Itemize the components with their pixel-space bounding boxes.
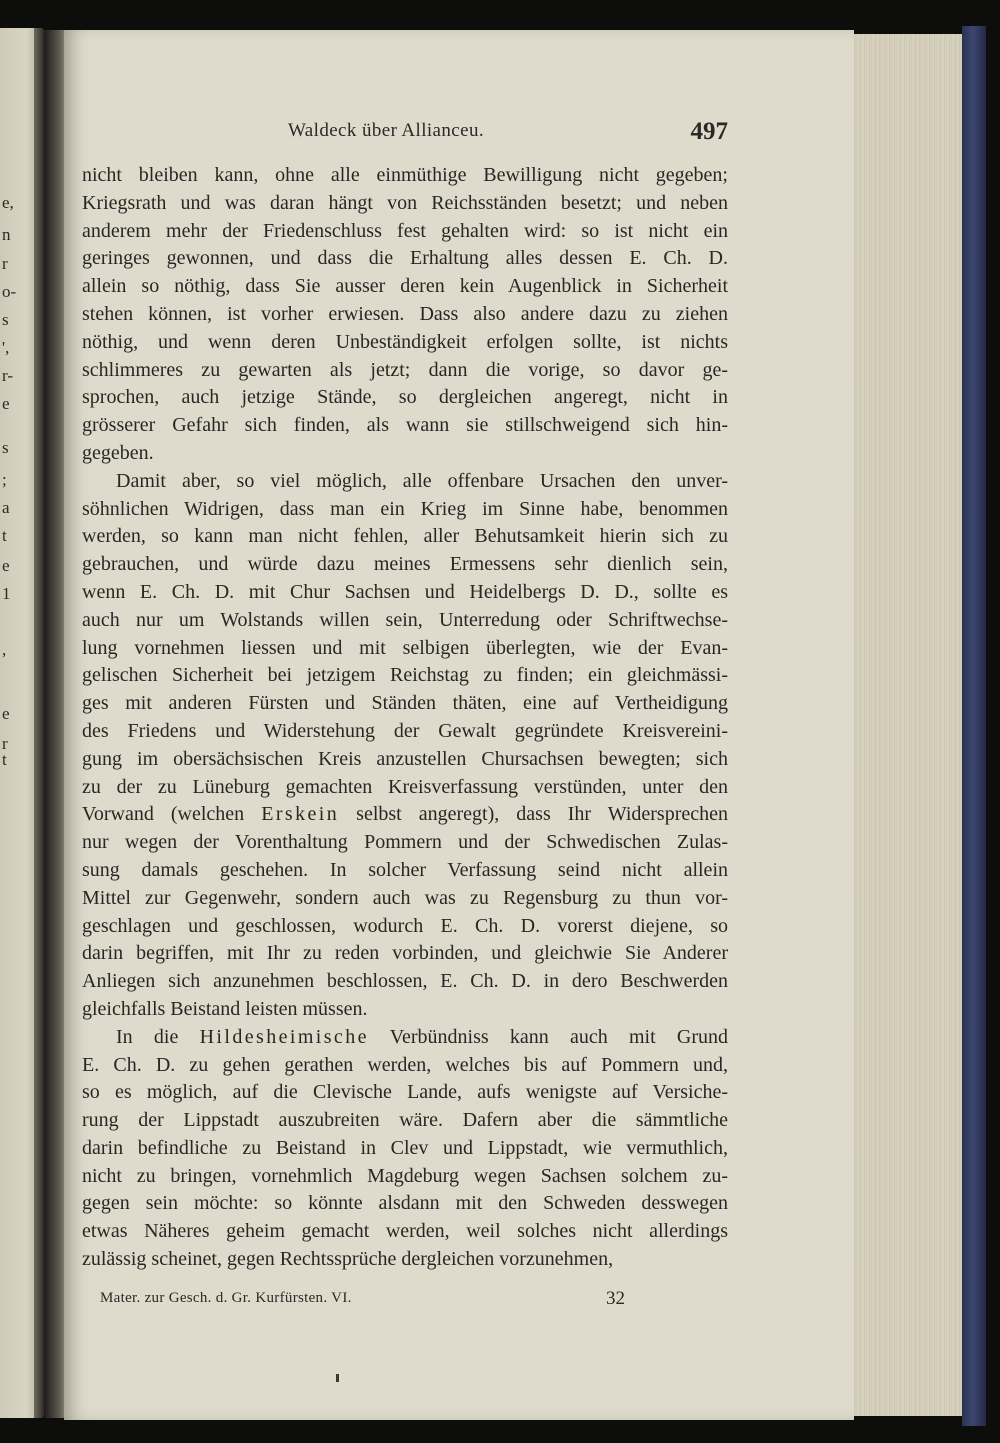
text-line: darin begriffen, mit Ihr zu reden vorbinden, und gleichwie Sie Anderer: [82, 942, 728, 965]
facing-page-fragment: r-: [2, 366, 13, 385]
facing-page-fragment: e,: [2, 193, 14, 212]
text-line: E. Ch. D. zu gehen gerathen werden, welches bis auf Pommern und,: [82, 1053, 728, 1076]
text-line: werden, so kann man nicht fehlen, aller Behutsamkeit hierin sich zu: [82, 525, 728, 548]
text-line: söhnlichen Widrigen, dass man ein Krieg im Sinne habe, benommen: [82, 497, 728, 520]
text-line: ges mit anderen Fürsten und Ständen thäten, eine auf Vertheidigung: [82, 692, 728, 715]
emphasized-name: Hildesheimische: [199, 1025, 369, 1048]
text-line: gebrauchen, und würde dazu meines Ermessens sehr dienlich sein,: [82, 553, 728, 576]
text-line: grösserer Gefahr sich finden, als wann sie stillschweigend sich hin-: [82, 414, 728, 437]
facing-page-fragment: s: [2, 438, 9, 457]
text-line: geschlagen und geschlossen, wodurch E. Ch. D. vorerst diejene, so: [82, 914, 728, 937]
text-line: rung der Lippstadt auszubreiten wäre. Dafern aber die sämmtliche: [82, 1109, 728, 1132]
page-number: 497: [690, 118, 728, 145]
page-header: [288, 118, 728, 148]
paper-speck: [336, 1374, 339, 1382]
running-title: Waldeck über Allianceu.: [288, 120, 485, 141]
facing-page-fragment: r: [2, 254, 8, 273]
text-line: so es möglich, auf die Clevische Lande, aufs wenigste auf Versiche-: [82, 1081, 728, 1104]
facing-page-fragment: ',: [2, 338, 10, 357]
facing-page-text-fragments: [0, 28, 34, 1418]
text-line: schlimmeres zu gewarten als jetzt; dann die vorige, so davor ge-: [82, 358, 728, 381]
text-line: nicht bleiben kann, ohne alle einmüthige Bewilligung nicht gegeben;: [82, 164, 728, 186]
text-line: Vorwand (welchen Erskein selbst angeregt), dass Ihr Widersprechen: [82, 803, 729, 826]
facing-page-fragment: n: [2, 225, 11, 244]
facing-page-fragment: e: [2, 394, 10, 413]
text-line: In die Hildesheimische Verbündniss kann auch mit Grund: [116, 1025, 729, 1048]
text-line: Damit aber, so viel möglich, alle offenbare Ursachen den unver-: [116, 469, 728, 492]
book-gutter: [44, 30, 66, 1418]
text-line: zulässig scheinet, gegen Rechtssprüche dergleichen vorzunehmen,: [82, 1248, 614, 1271]
facing-page-fragment: ;: [2, 470, 7, 489]
body-text: [82, 162, 728, 1274]
facing-page-fragment: e: [2, 704, 10, 723]
text-line: gegeben.: [82, 441, 154, 464]
page-footer: [100, 1288, 660, 1314]
text-line: nur wegen der Vorenthaltung Pommern und der Schwedischen Zulas-: [82, 831, 728, 854]
footer-source-note: Mater. zur Gesch. d. Gr. Kurfürsten. VI.: [100, 1290, 352, 1306]
facing-page-fragment: ,: [2, 640, 7, 659]
text-line: Anliegen sich anzunehmen beschlossen, E. Ch. D. in dero Beschwerden: [82, 970, 728, 993]
text-line: gegen sein möchte: so könnte alsdann mit den Schweden desswegen: [82, 1192, 728, 1215]
text-line: Mittel zur Gegenwehr, sondern auch was zu Regensburg zu thun vor-: [82, 886, 728, 909]
emphasized-name: Erskein: [261, 803, 340, 826]
signature-mark: 32: [606, 1288, 625, 1309]
text-line: etwas Näheres geheim gemacht werden, weil solches nicht allerdings: [82, 1220, 728, 1243]
facing-page-fragment: t: [2, 750, 7, 769]
text-line: gung im obersächsischen Kreis anzustellen Chursachsen bewegten; sich: [82, 747, 728, 770]
facing-page-fragment: t: [2, 526, 7, 545]
text-line: sprochen, auch jetzige Stände, so dergleichen angeregt, nicht in: [82, 386, 728, 409]
paragraph: [82, 1024, 728, 1274]
text-line: allein so nöthig, dass Sie ausser deren kein Augenblick in Sicherheit: [82, 275, 728, 298]
facing-page-fragment: s: [2, 310, 9, 329]
facing-page-fragment: a: [2, 498, 10, 517]
text-line: nicht zu bringen, vornehmlich Magdeburg wegen Sachsen solchem zu-: [82, 1164, 728, 1187]
text-line: anderem mehr der Friedenschluss fest gehalten wird: so ist nicht ein: [82, 219, 728, 242]
facing-page-edge: [0, 28, 44, 1418]
text-line: wenn E. Ch. D. mit Chur Sachsen und Heidelbergs D. D., sollte es: [82, 580, 728, 603]
text-line: nöthig, und wenn deren Unbeständigkeit erfolgen sollte, ist nichts: [82, 330, 728, 353]
text-line: Kriegsrath und was daran hängt von Reichsständen besetzt; und neben: [82, 191, 728, 214]
facing-page-fragment: e: [2, 556, 10, 575]
paragraph: [82, 468, 728, 1024]
book-cover-edge: [962, 26, 986, 1426]
facing-page-fragment: 1: [2, 584, 11, 603]
page-block-edges: [850, 34, 970, 1416]
text-line: zu der zu Lüneburg gemachten Kreisverfassung verstünden, unter den: [82, 775, 728, 798]
facing-page-fragment: o-: [2, 282, 17, 301]
paragraph: [82, 162, 728, 468]
text-line: darin befindliche zu Beistand in Clev und Lippstadt, wie vermuthlich,: [82, 1136, 728, 1159]
facing-page-shadow: [34, 28, 44, 1418]
text-line: des Friedens und Widerstehung der Gewalt gegründete Kreisvereini-: [82, 719, 728, 742]
text-line: gelischen Sicherheit bei jetzigem Reichstag zu finden; ein gleichmässi-: [82, 664, 728, 687]
text-line: geringes gewonnen, und dass die Erhaltung alles dessen E. Ch. D.: [82, 247, 728, 270]
text-line: auch nur um Wolstands willen sein, Unterredung oder Schriftwechse-: [82, 608, 728, 631]
text-line: stehen können, ist vorher erwiesen. Dass also andere dazu zu ziehen: [82, 302, 728, 325]
text-line: gleichfalls Beistand leisten müssen.: [82, 997, 368, 1020]
text-line: lung vornehmen liessen und mit selbigen überlegten, wie der Evan-: [82, 636, 728, 659]
text-line: sung damals geschehen. In solcher Verfassung seind nicht allein: [82, 858, 728, 881]
facing-page-fragment: r: [2, 734, 8, 753]
